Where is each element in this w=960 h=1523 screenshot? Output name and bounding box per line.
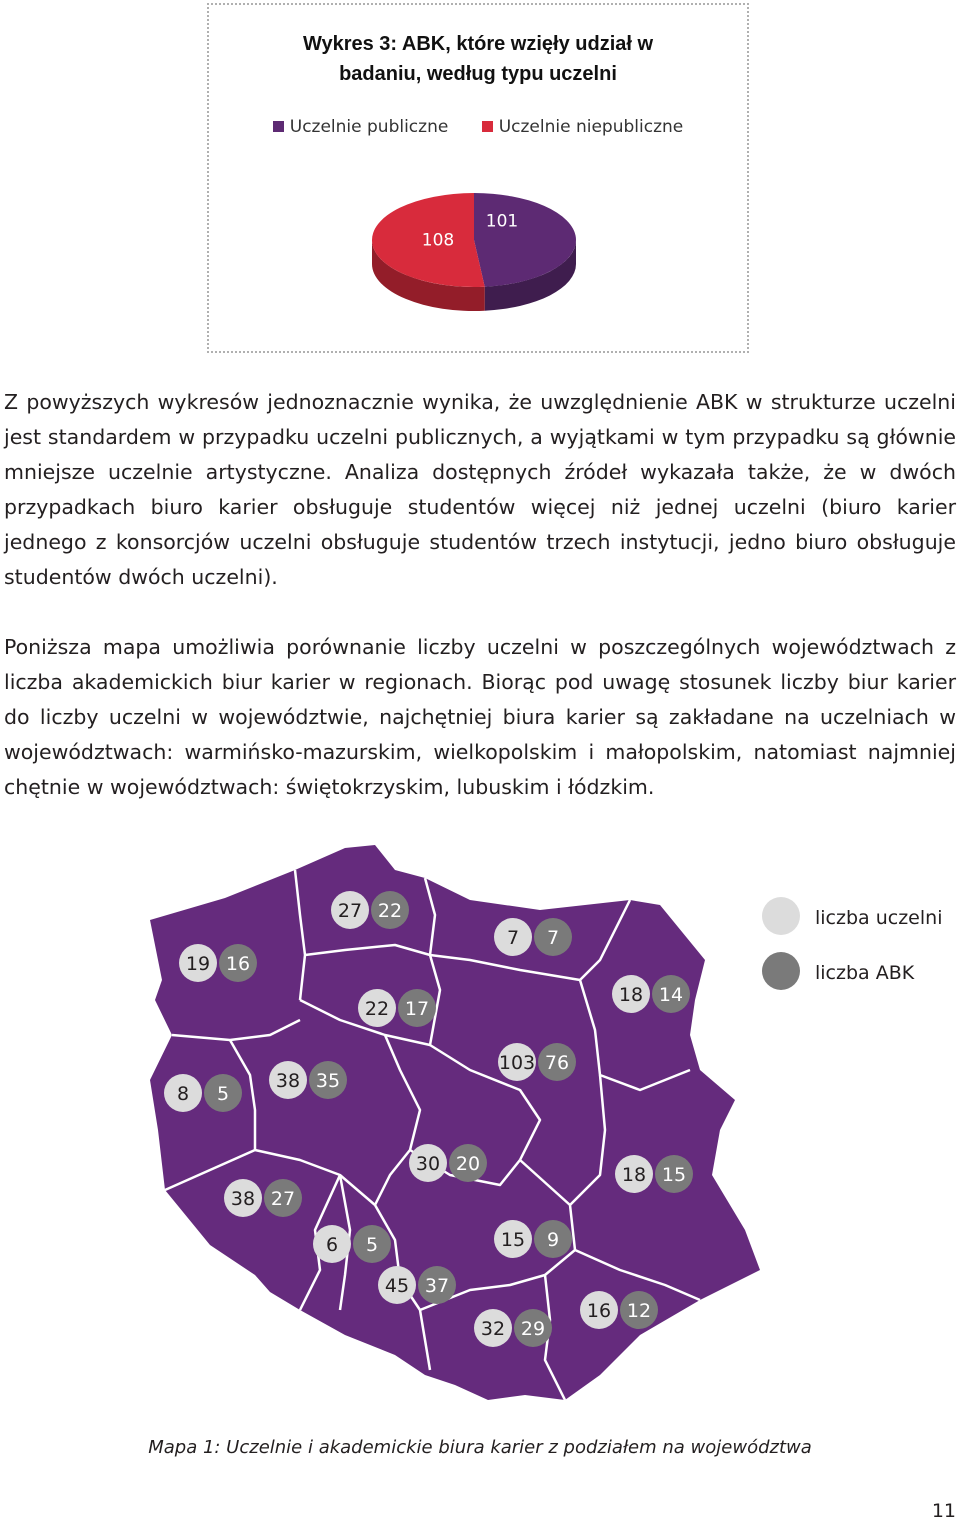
legend-label-public: Uczelnie publiczne — [289, 117, 449, 137]
region-universities-count: 18 — [618, 984, 644, 1006]
map-legend — [762, 897, 942, 990]
region-abk-count: 15 — [661, 1164, 687, 1186]
poland-voivodeship-map — [0, 830, 960, 1430]
region-universities-count: 38 — [275, 1070, 301, 1092]
pie-chart-frame — [207, 3, 749, 353]
region-abk-count: 7 — [546, 927, 560, 949]
region-abk-count: 9 — [546, 1229, 560, 1251]
map-caption: Mapa 1: Uczelnie i akademickie biura karier z podziałem na województwa — [148, 1437, 812, 1458]
region-abk-count: 20 — [455, 1153, 481, 1175]
region-abk-count: 5 — [365, 1234, 379, 1256]
legend-swatch-public — [273, 121, 284, 132]
region-universities-count: 18 — [621, 1164, 647, 1186]
legend-item-public — [273, 117, 449, 137]
legend-item-private — [482, 117, 684, 137]
legend-marker-universities — [762, 897, 800, 935]
region-abk-count: 17 — [404, 998, 430, 1020]
region-universities-count: 45 — [384, 1275, 410, 1297]
chart-title-line-2: badaniu, według typu uczelni — [339, 63, 617, 85]
region-abk-count: 27 — [270, 1188, 296, 1210]
region-universities-count: 38 — [230, 1188, 256, 1210]
poland-map-shape — [150, 845, 760, 1400]
region-abk-count: 14 — [658, 984, 684, 1006]
legend-label-universities: liczba uczelni — [815, 907, 943, 929]
chart-title — [209, 29, 747, 89]
region-universities-count: 7 — [506, 927, 520, 949]
pie-chart — [369, 185, 589, 320]
page-number: 11 — [931, 1500, 956, 1522]
region-universities-count: 103 — [498, 1052, 536, 1074]
legend-label-private: Uczelnie niepubliczne — [498, 117, 684, 137]
legend-swatch-private — [482, 121, 493, 132]
region-universities-count: 27 — [337, 900, 363, 922]
region-abk-count: 12 — [626, 1300, 652, 1322]
region-abk-count: 35 — [315, 1070, 341, 1092]
pie-label-1: 108 — [421, 230, 455, 251]
region-universities-count: 19 — [185, 953, 211, 975]
region-abk-count: 29 — [520, 1318, 546, 1340]
paragraph-1: Z powyższych wykresów jednoznacznie wynika, że uwzględnienie ABK w strukturze uczelni jest standardem w przypadku uczelni publicznych, a wyjątkami w tym przypadku są głównie mniejsze uczelnie artystyczne. Analiza dostępnych źródeł wykazała także, że w dwóch przypadkach biuro karier obsługuje studentów więcej niż jednej uczelni (biuro karier jednego z konsorcjów uczelni obsługuje studentów trzech instytucji, jedno biuro obsługuje studentów dwóch uczelni). — [4, 390, 956, 589]
region-universities-count: 32 — [480, 1318, 506, 1340]
region-universities-count: 22 — [364, 998, 390, 1020]
region-abk-count: 16 — [225, 953, 251, 975]
region-universities-count: 6 — [325, 1234, 339, 1256]
chart-legend — [209, 117, 747, 137]
region-universities-count: 30 — [415, 1153, 441, 1175]
region-abk-count: 76 — [544, 1052, 570, 1074]
legend-marker-abk — [762, 952, 800, 990]
region-abk-count: 5 — [216, 1083, 230, 1105]
region-universities-count: 16 — [586, 1300, 612, 1322]
region-universities-count: 15 — [500, 1229, 526, 1251]
legend-label-abk: liczba ABK — [815, 962, 915, 984]
paragraph-2: Poniższa mapa umożliwia porównanie liczby uczelni w poszczególnych województwach z liczba akademickich biur karier w regionach. Biorąc pod uwagę stosunek liczby biur karier do liczby uczelni w województwie, najchętniej biura karier są zakładane na uczelniach w województwach: warmińsko-mazurskim, wielkopolskim i małopolskim, natomiast najmniej chętnie w województwach: świętokrzyskim, lubuskim i łódzkim. — [4, 635, 956, 799]
region-universities-count: 8 — [176, 1083, 190, 1105]
region-abk-count: 37 — [424, 1275, 450, 1297]
chart-title-line-1: Wykres 3: ABK, które wzięły udział w — [302, 33, 654, 55]
pie-label-0: 101 — [485, 211, 519, 232]
region-abk-count: 22 — [377, 900, 403, 922]
